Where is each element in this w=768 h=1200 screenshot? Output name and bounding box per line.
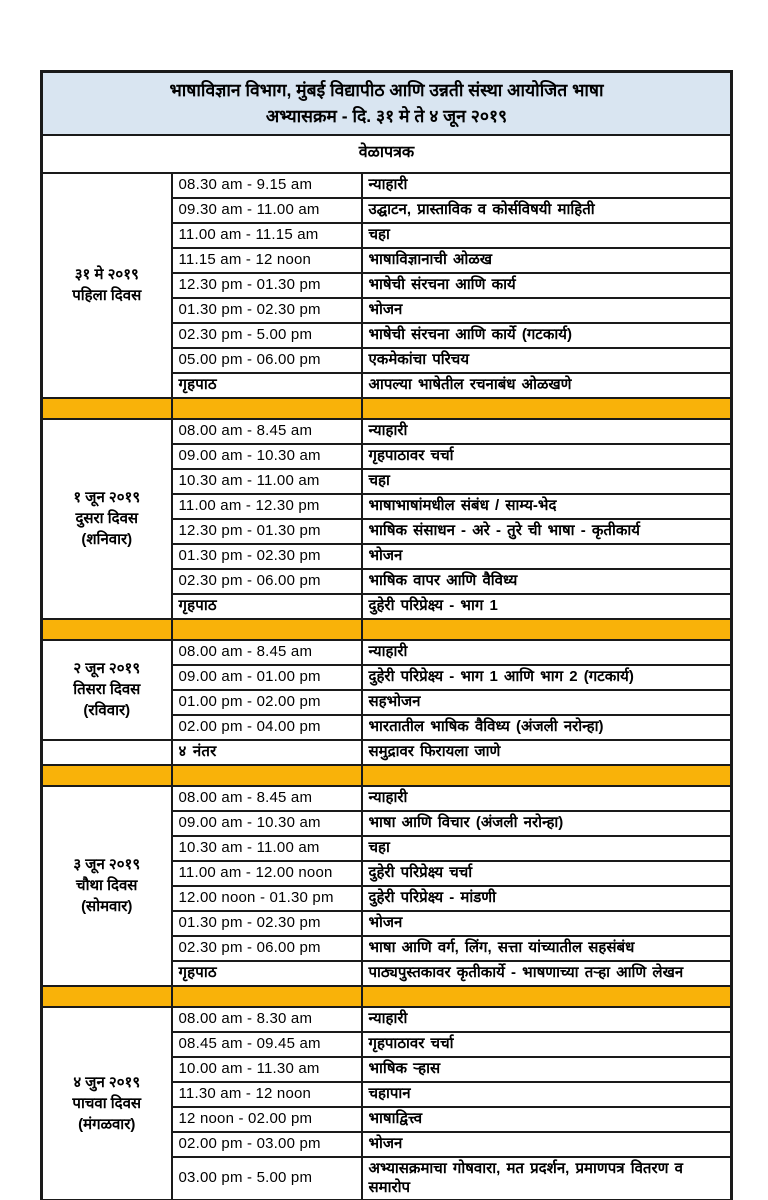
activity-cell: दुहेरी परिप्रेक्ष्य - भाग 1 आणि भाग 2 (गटकार्य): [362, 665, 732, 690]
day-label-line: ३ जून २०१९: [73, 856, 141, 873]
time-cell: 02.00 pm - 04.00 pm: [172, 715, 362, 740]
activity-cell: न्याहारी: [362, 173, 732, 198]
activity-cell: न्याहारी: [362, 419, 732, 444]
time-cell: 11.30 am - 12 noon: [172, 1082, 362, 1107]
time-cell: 09.00 am - 10.30 am: [172, 811, 362, 836]
time-cell: 11.00 am - 12.00 noon: [172, 861, 362, 886]
time-cell: 09.00 am - 10.30 am: [172, 444, 362, 469]
schedule-row: [42, 419, 732, 444]
activity-cell: भोजन: [362, 298, 732, 323]
activity-cell: भोजन: [362, 1132, 732, 1157]
activity-cell: चहा: [362, 223, 732, 248]
separator-cell: [362, 398, 732, 419]
activity-cell: उद्घाटन, प्रास्ताविक व कोर्सविषयी माहिती: [362, 198, 732, 223]
activity-cell: दुहेरी परिप्रेक्ष्य - भाग 1: [362, 594, 732, 619]
time-cell: 09.00 am - 01.00 pm: [172, 665, 362, 690]
subtitle-row: [42, 135, 732, 173]
day-label-line: (शनिवार): [81, 531, 133, 548]
time-cell: 08.45 am - 09.45 am: [172, 1032, 362, 1057]
activity-cell: गृहपाठावर चर्चा: [362, 1032, 732, 1057]
activity-cell: भाषिक वापर आणि वैविध्य: [362, 569, 732, 594]
activity-cell: सहभोजन: [362, 690, 732, 715]
day-label-line: दुसरा दिवस: [75, 510, 139, 527]
time-cell: 01.30 pm - 02.30 pm: [172, 544, 362, 569]
activity-cell: भोजन: [362, 544, 732, 569]
separator-row: [42, 619, 732, 640]
title-line-1: भाषाविज्ञान विभाग, मुंबई विद्यापीठ आणि उन्नती संस्था आयोजित भाषा: [169, 80, 604, 100]
time-cell: 10.30 am - 11.00 am: [172, 469, 362, 494]
activity-cell: भाषाविज्ञानाची ओळख: [362, 248, 732, 273]
time-cell: 02.30 pm - 06.00 pm: [172, 936, 362, 961]
day-label-line: २ जून २०१९: [73, 660, 141, 677]
table-title: [42, 72, 732, 135]
table-subtitle: वेळापत्रक: [42, 135, 732, 173]
time-cell: 01.30 pm - 02.30 pm: [172, 298, 362, 323]
separator-cell: [172, 765, 362, 786]
time-cell: 05.00 pm - 06.00 pm: [172, 348, 362, 373]
day-label-line: पाचवा दिवस: [72, 1094, 142, 1112]
schedule-extra-row: [42, 740, 732, 765]
separator-row: [42, 398, 732, 419]
time-cell: 08.00 am - 8.45 am: [172, 640, 362, 665]
title-line-2: अभ्यासक्रम - दि. ३१ मे ते ४ जून २०१९: [265, 106, 508, 127]
time-cell: गृहपाठ: [172, 594, 362, 619]
activity-cell: भाषा आणि वर्ग, लिंग, सत्ता यांच्यातील सहसंबंध: [362, 936, 732, 961]
day-label-line: तिसरा दिवस: [73, 681, 141, 698]
activity-cell: न्याहारी: [362, 786, 732, 811]
time-cell: 03.00 pm - 5.00 pm: [172, 1157, 362, 1200]
separator-cell: [362, 986, 732, 1007]
time-cell: 11.00 am - 11.15 am: [172, 223, 362, 248]
activity-cell: अभ्यासक्रमाचा गोषवारा, मत प्रदर्शन, प्रमाणपत्र वितरण व समारोप: [362, 1157, 732, 1200]
time-cell: 08.00 am - 8.30 am: [172, 1007, 362, 1032]
activity-cell: दुहेरी परिप्रेक्ष्य - मांडणी: [362, 886, 732, 911]
separator-cell: [172, 398, 362, 419]
activity-cell: न्याहारी: [362, 1007, 732, 1032]
time-cell: 01.30 pm - 02.30 pm: [172, 911, 362, 936]
activity-cell: भाषाभाषांमधील संबंध / साम्य-भेद: [362, 494, 732, 519]
time-cell: 08.30 am - 9.15 am: [172, 173, 362, 198]
activity-cell: चहापान: [362, 1082, 732, 1107]
day-label-line: ४ जुन २०१९: [73, 1073, 141, 1091]
activity-cell: भाषेची संरचना आणि कार्य: [362, 273, 732, 298]
activity-cell: भाषेची संरचना आणि कार्ये (गटकार्य): [362, 323, 732, 348]
activity-cell: भाषिक संसाधन - अरे - तुरे ची भाषा - कृतीकार्य: [362, 519, 732, 544]
activity-cell: चहा: [362, 469, 732, 494]
schedule-table: [40, 70, 733, 1200]
separator-cell: [172, 619, 362, 640]
day-label-line: (रविवार): [83, 702, 131, 719]
time-cell: ४ नंतर: [172, 740, 362, 765]
time-cell: 02.30 pm - 06.00 pm: [172, 569, 362, 594]
time-cell: 12.30 pm - 01.30 pm: [172, 519, 362, 544]
separator-cell: [362, 619, 732, 640]
separator-cell: [42, 398, 172, 419]
separator-cell: [42, 986, 172, 1007]
time-cell: 10.00 am - 11.30 am: [172, 1057, 362, 1082]
day-label-line: पहिला दिवस: [72, 287, 142, 304]
activity-cell: चहा: [362, 836, 732, 861]
day-empty-cell: [42, 740, 172, 765]
schedule-row: [42, 1007, 732, 1032]
activity-cell: भारतातील भाषिक वैविध्य (अंजली नरोन्हा): [362, 715, 732, 740]
schedule-row: [42, 786, 732, 811]
time-cell: 08.00 am - 8.45 am: [172, 419, 362, 444]
time-cell: गृहपाठ: [172, 373, 362, 398]
title-row: [42, 72, 732, 135]
activity-cell: समुद्रावर फिरायला जाणे: [362, 740, 732, 765]
activity-cell: आपल्या भाषेतील रचनाबंध ओळखणे: [362, 373, 732, 398]
day-label-line: १ जून २०१९: [73, 489, 141, 506]
time-cell: 12 noon - 02.00 pm: [172, 1107, 362, 1132]
activity-cell: गृहपाठावर चर्चा: [362, 444, 732, 469]
day-cell: [42, 786, 172, 986]
time-cell: 10.30 am - 11.00 am: [172, 836, 362, 861]
separator-row: [42, 986, 732, 1007]
time-cell: 01.00 pm - 02.00 pm: [172, 690, 362, 715]
activity-cell: भाषा आणि विचार (अंजली नरोन्हा): [362, 811, 732, 836]
day-label-line: ३१ मे २०१९: [74, 266, 139, 283]
activity-cell: भाषिक ऱ्हास: [362, 1057, 732, 1082]
time-cell: 08.00 am - 8.45 am: [172, 786, 362, 811]
activity-cell: न्याहारी: [362, 640, 732, 665]
day-cell: [42, 640, 172, 740]
day-label-line: (मंगळवार): [78, 1115, 136, 1133]
activity-cell: भाषाद्वित्त्व: [362, 1107, 732, 1132]
time-cell: 09.30 am - 11.00 am: [172, 198, 362, 223]
separator-cell: [172, 986, 362, 1007]
separator-cell: [362, 765, 732, 786]
schedule-row: [42, 640, 732, 665]
time-cell: 02.30 pm - 5.00 pm: [172, 323, 362, 348]
time-cell: 02.00 pm - 03.00 pm: [172, 1132, 362, 1157]
activity-cell: भोजन: [362, 911, 732, 936]
separator-cell: [42, 765, 172, 786]
schedule-row: [42, 173, 732, 198]
activity-cell: एकमेकांचा परिचय: [362, 348, 732, 373]
day-label-line: (सोमवार): [81, 898, 133, 915]
activity-cell: दुहेरी परिप्रेक्ष्य चर्चा: [362, 861, 732, 886]
separator-row: [42, 765, 732, 786]
time-cell: 12.00 noon - 01.30 pm: [172, 886, 362, 911]
time-cell: 11.00 am - 12.30 pm: [172, 494, 362, 519]
separator-cell: [42, 619, 172, 640]
day-cell: [42, 419, 172, 619]
day-cell: [42, 173, 172, 398]
time-cell: 11.15 am - 12 noon: [172, 248, 362, 273]
day-label-line: चौथा दिवस: [76, 877, 138, 894]
day-cell: [42, 1007, 172, 1200]
time-cell: गृहपाठ: [172, 961, 362, 986]
activity-cell: पाठ्यपुस्तकावर कृतीकार्ये - भाषणाच्या तऱ्हा आणि लेखन: [362, 961, 732, 986]
time-cell: 12.30 pm - 01.30 pm: [172, 273, 362, 298]
